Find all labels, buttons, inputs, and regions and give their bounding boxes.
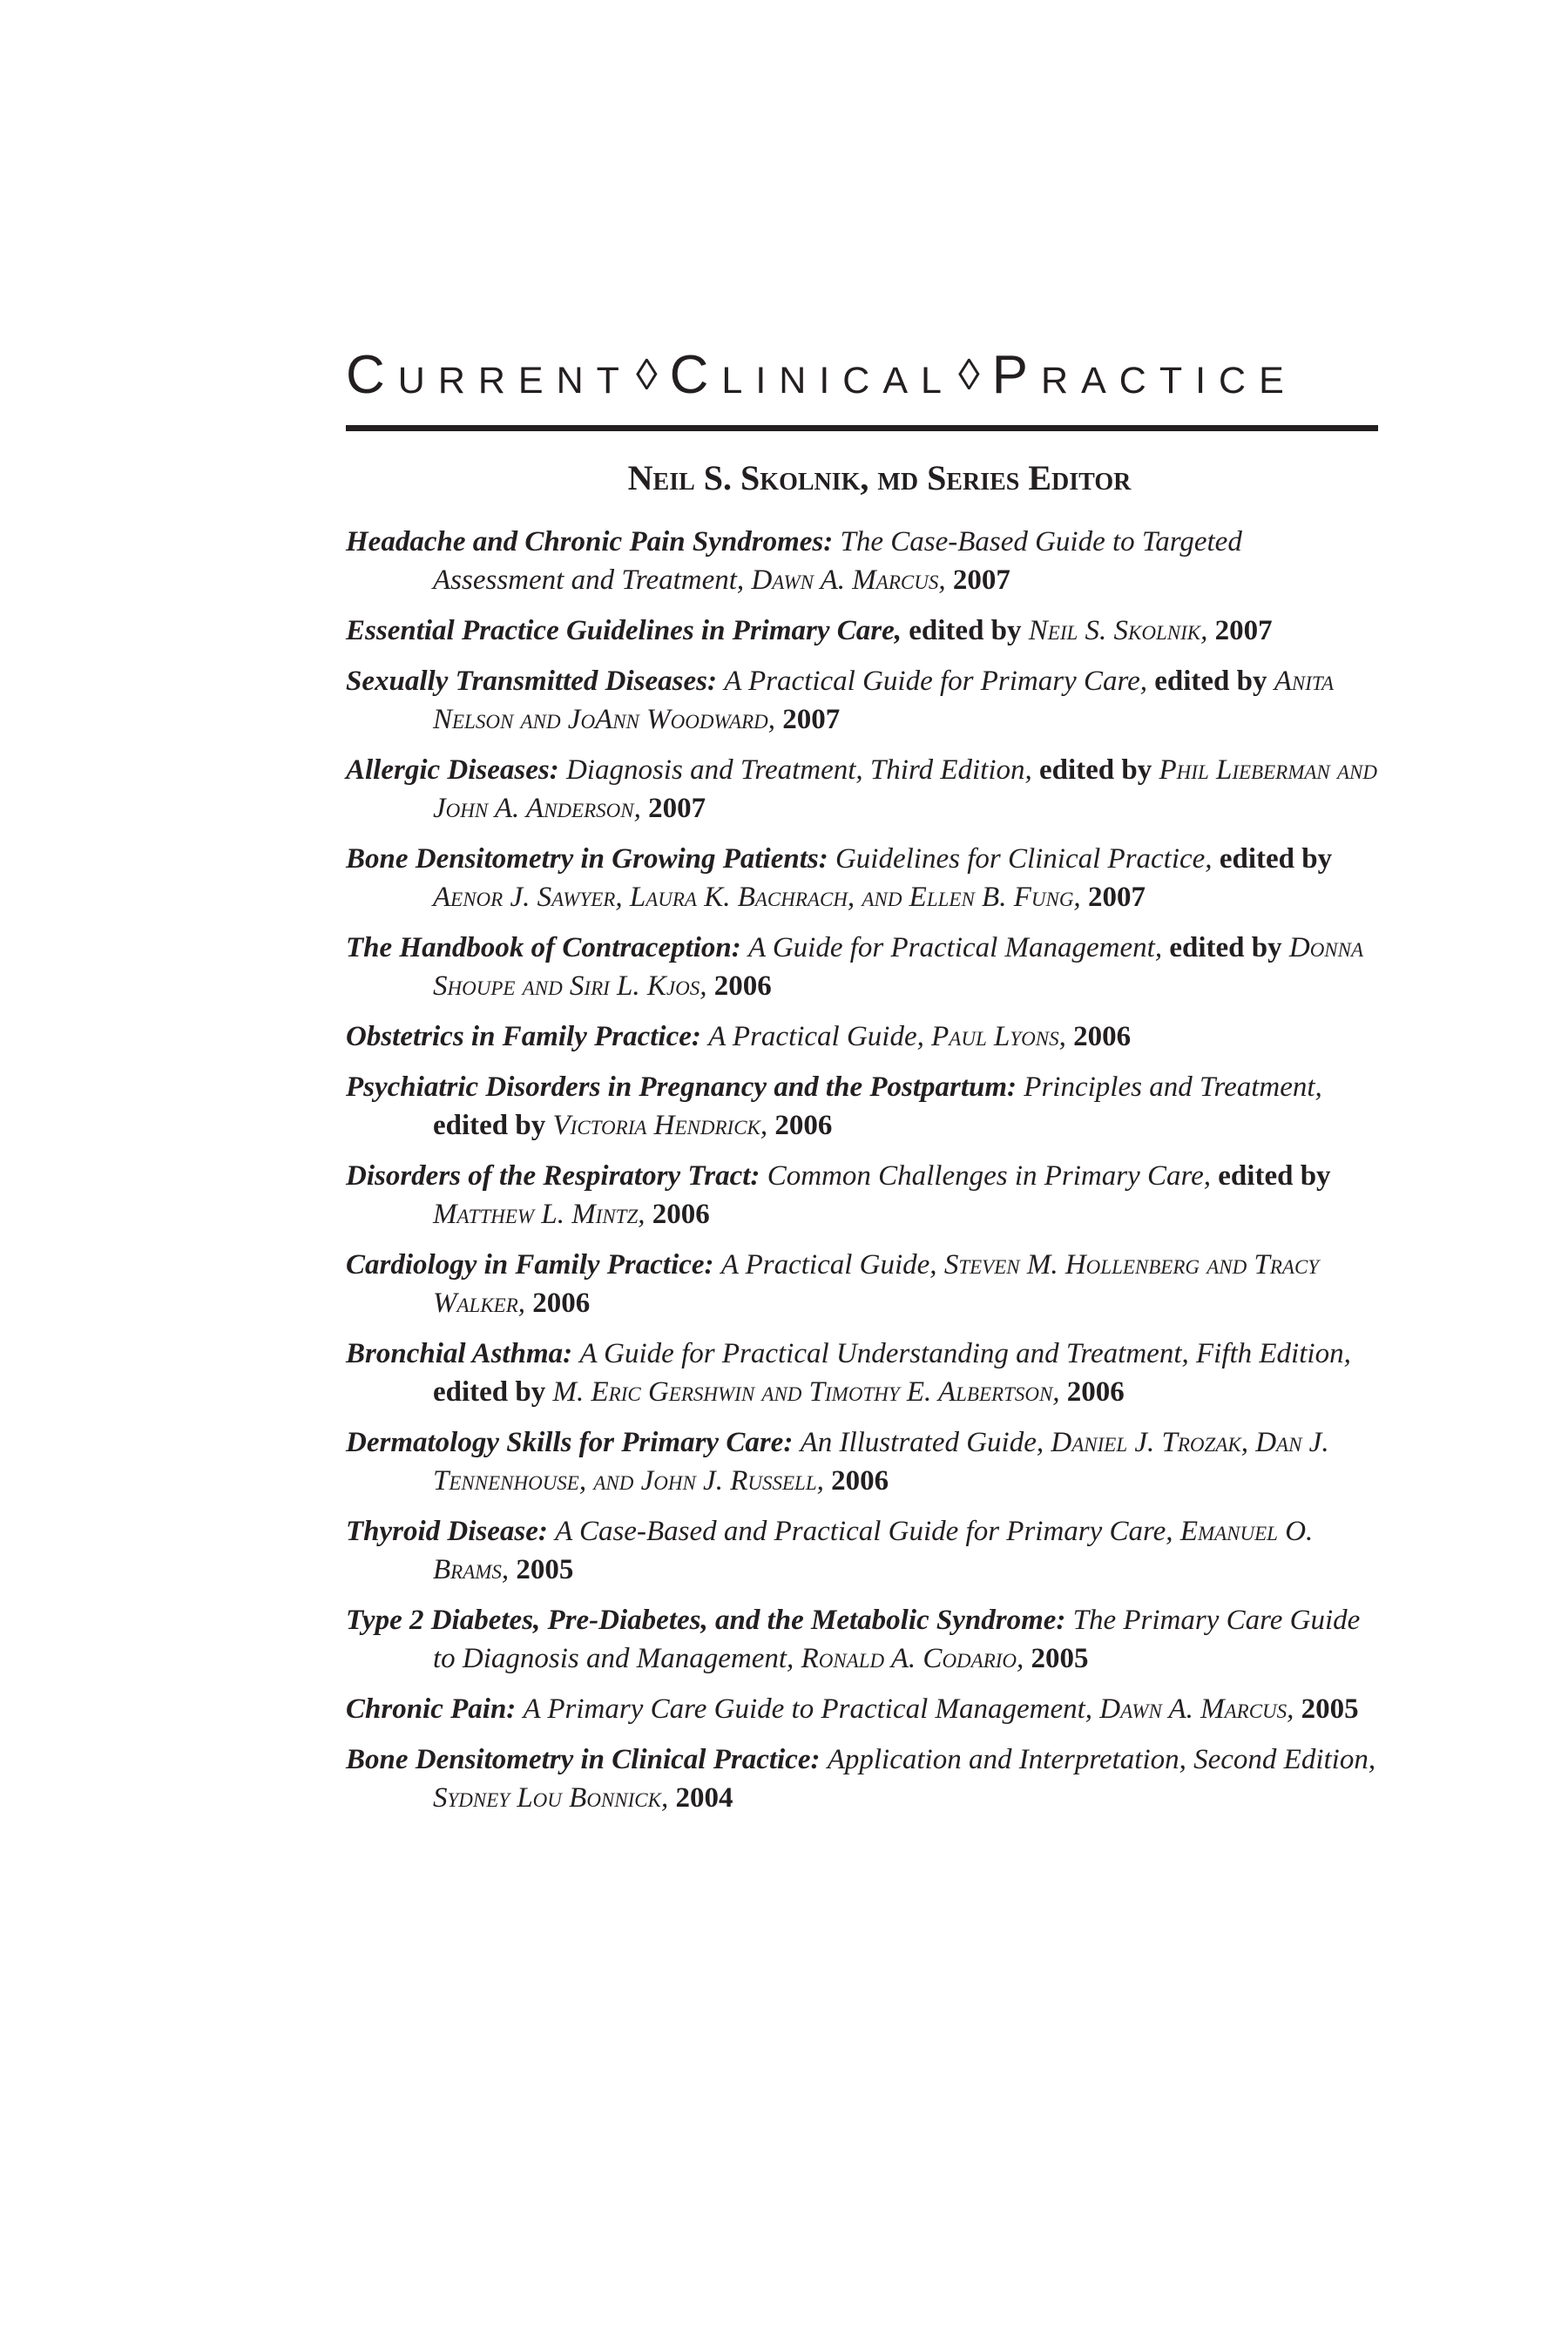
- book-year: 2006: [831, 1465, 889, 1497]
- edited-by-label: edited by: [433, 1110, 546, 1141]
- book-authors: Victoria Hendrick,: [552, 1110, 768, 1141]
- edited-by-label: edited by: [909, 615, 1022, 646]
- book-subtitle: A Primary Care Guide to Practical Management,: [523, 1693, 1093, 1725]
- list-item: [346, 1740, 1378, 1817]
- book-title: Cardiology in Family Practice:: [346, 1249, 714, 1281]
- book-subtitle: A Guide for Practical Management,: [748, 932, 1163, 963]
- list-item: [346, 929, 1378, 1005]
- series-word-current: Current: [346, 345, 632, 405]
- book-authors: Dawn A. Marcus,: [1099, 1693, 1294, 1725]
- book-year: 2005: [1301, 1693, 1359, 1725]
- book-year: 2007: [648, 793, 706, 824]
- edited-by-label: edited by: [1039, 754, 1152, 786]
- edited-by-label: edited by: [1154, 666, 1267, 697]
- book-title: Disorders of the Respiratory Tract:: [346, 1160, 760, 1192]
- book-title: The Handbook of Contraception:: [346, 932, 741, 963]
- book-year: 2006: [774, 1110, 833, 1141]
- book-authors: Steven M. Hollenberg and Tracy Walker,: [433, 1249, 1320, 1319]
- list-item: [346, 662, 1378, 739]
- edited-by-label: edited by: [1218, 1160, 1331, 1192]
- book-year: 2007: [1214, 615, 1273, 646]
- series-title: [346, 345, 1378, 405]
- book-title: Allergic Diseases:: [346, 754, 559, 786]
- book-title: Thyroid Disease:: [346, 1516, 548, 1547]
- book-subtitle: Diagnosis and Treatment, Third Edition,: [565, 754, 1032, 786]
- book-authors: Ronald A. Codario,: [801, 1643, 1024, 1674]
- list-item: [346, 1017, 1378, 1056]
- book-year: 2006: [713, 970, 772, 1002]
- book-subtitle: Principles and Treatment,: [1024, 1071, 1322, 1103]
- book-subtitle: An Illustrated Guide,: [800, 1427, 1044, 1458]
- book-authors: Aenor J. Sawyer, Laura K. Bachrach, and Ellen B. Fung,: [433, 882, 1081, 913]
- diamond-separator-icon: ◊: [635, 350, 658, 399]
- book-title: Bone Densitometry in Growing Patients:: [346, 843, 828, 875]
- book-subtitle: Application and Interpretation, Second Edition,: [827, 1744, 1376, 1775]
- book-authors: Anita Nelson and JoAnn Woodward,: [433, 666, 1335, 735]
- edited-by-label: edited by: [1219, 843, 1333, 875]
- book-authors: Emanuel O. Brams,: [433, 1516, 1314, 1585]
- list-item: [346, 1157, 1378, 1233]
- series-word-practice: Practice: [991, 345, 1297, 405]
- book-subtitle: A Case-Based and Practical Guide for Primary Care,: [555, 1516, 1173, 1547]
- book-title: Bronchial Asthma:: [346, 1338, 573, 1369]
- book-subtitle: A Guide for Practical Understanding and Treatment, Fifth Edition,: [579, 1338, 1351, 1369]
- book-year: 2007: [952, 564, 1010, 596]
- book-title: Chronic Pain:: [346, 1693, 517, 1725]
- book-title: Essential Practice Guidelines in Primary Care,: [346, 615, 902, 646]
- series-word-clinical: Clinical: [669, 345, 955, 405]
- edited-by-label: edited by: [433, 1376, 546, 1408]
- list-item: [346, 1690, 1378, 1728]
- list-item: [346, 1335, 1378, 1411]
- book-year: 2005: [516, 1554, 574, 1585]
- book-authors: Paul Lyons,: [931, 1021, 1066, 1052]
- book-title: Dermatology Skills for Primary Care:: [346, 1427, 794, 1458]
- book-subtitle: A Practical Guide,: [720, 1249, 937, 1281]
- book-title: Headache and Chronic Pain Syndromes:: [346, 526, 834, 558]
- book-authors: Dawn A. Marcus,: [751, 564, 946, 596]
- book-title: Bone Densitometry in Clinical Practice:: [346, 1744, 821, 1775]
- book-year: 2006: [652, 1199, 710, 1230]
- book-subtitle: Guidelines for Clinical Practice,: [835, 843, 1213, 875]
- book-subtitle: A Practical Guide for Primary Care,: [724, 666, 1147, 697]
- list-item: [346, 840, 1378, 916]
- list-item: [346, 1068, 1378, 1145]
- book-list: [346, 523, 1378, 1817]
- book-authors: Donna Shoupe and Siri L. Kjos,: [433, 932, 1364, 1002]
- list-item: [346, 1246, 1378, 1322]
- book-authors: Sydney Lou Bonnick,: [433, 1782, 669, 1814]
- book-title: Type 2 Diabetes, Pre-Diabetes, and the Metabolic Syndrome:: [346, 1605, 1066, 1636]
- book-subtitle: Common Challenges in Primary Care,: [767, 1160, 1212, 1192]
- list-item: [346, 612, 1378, 650]
- book-year: 2007: [782, 704, 841, 735]
- edited-by-label: edited by: [1169, 932, 1282, 963]
- book-year: 2007: [1087, 882, 1146, 913]
- book-subtitle: The Primary Care Guide to Diagnosis and Management,: [433, 1605, 1361, 1674]
- book-title: Psychiatric Disorders in Pregnancy and the Postpartum:: [346, 1071, 1017, 1103]
- book-authors: Neil S. Skolnik,: [1028, 615, 1208, 646]
- series-editor: Neil S. Skolnik, md Series Editor: [627, 458, 1132, 497]
- list-item: [346, 1601, 1378, 1678]
- book-authors: Phil Lieberman and John A. Anderson,: [433, 754, 1377, 824]
- list-item: [346, 1512, 1378, 1589]
- book-year: 2006: [1073, 1021, 1132, 1052]
- book-year: 2004: [675, 1782, 733, 1814]
- book-title: Sexually Transmitted Diseases:: [346, 666, 717, 697]
- book-year: 2005: [1031, 1643, 1089, 1674]
- book-year: 2006: [532, 1288, 591, 1319]
- list-item: [346, 1423, 1378, 1500]
- book-title: Obstetrics in Family Practice:: [346, 1021, 701, 1052]
- list-item: [346, 523, 1378, 599]
- book-authors: M. Eric Gershwin and Timothy E. Albertson,: [552, 1376, 1060, 1408]
- list-item: [346, 751, 1378, 828]
- title-rule: [346, 425, 1378, 431]
- book-series-page: [346, 345, 1378, 1829]
- book-authors: Daniel J. Trozak, Dan J. Tennenhouse, and John J. Russell,: [433, 1427, 1329, 1497]
- book-subtitle: The Case-Based Guide to Targeted Assessment and Treatment,: [433, 526, 1242, 596]
- book-subtitle: A Practical Guide,: [708, 1021, 924, 1052]
- book-authors: Matthew L. Mintz,: [433, 1199, 645, 1230]
- book-year: 2006: [1066, 1376, 1125, 1408]
- diamond-separator-icon: ◊: [957, 350, 980, 399]
